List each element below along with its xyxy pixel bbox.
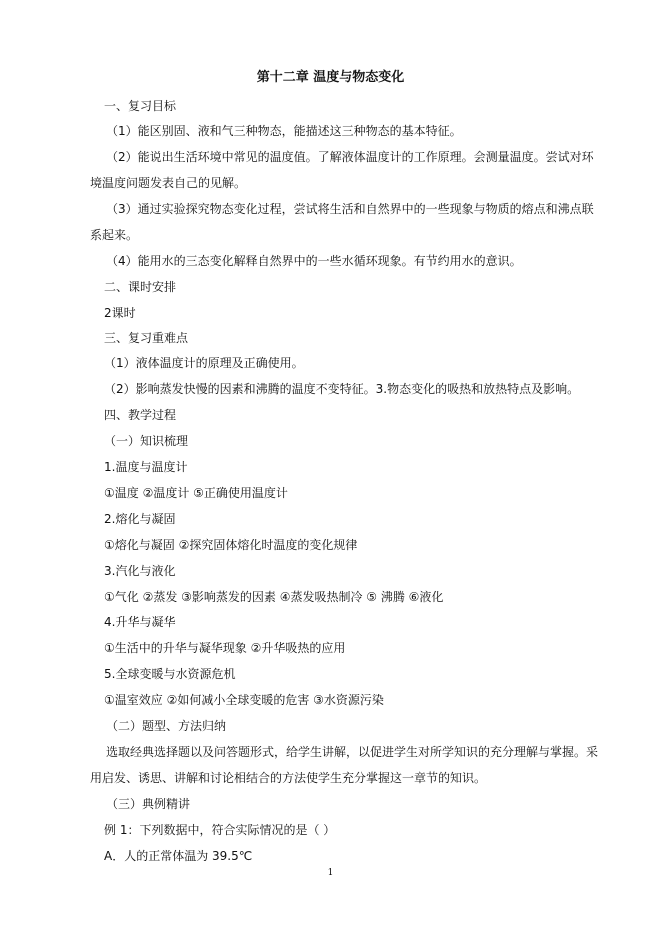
text-line: （1）液体温度计的原理及正确使用。 bbox=[104, 356, 304, 370]
text-line: ①熔化与凝固 ②探究固体熔化时温度的变化规律 bbox=[104, 538, 358, 552]
text-line: 例 1：下列数据中，符合实际情况的是（ ） bbox=[104, 823, 336, 837]
text-line: 4.升华与凝华 bbox=[104, 615, 176, 629]
text-line: 选取经典选择题以及问答题形式，给学生讲解，以促进学生对所学知识的充分理解与掌握。采 bbox=[106, 745, 599, 759]
text-line: （三）典例精讲 bbox=[106, 797, 191, 811]
text-line: （一）知识梳理 bbox=[104, 434, 189, 448]
text-line: A．人的正常体温为 39.5℃ bbox=[104, 849, 253, 863]
text-line: ①生活中的升华与凝华现象 ②升华吸热的应用 bbox=[104, 641, 346, 655]
text-line: （4）能用水的三态变化解释自然界中的一些水循环现象。有节约用水的意识。 bbox=[106, 254, 522, 268]
text-line: 3.汽化与液化 bbox=[104, 564, 176, 578]
text-line: ①温室效应 ②如何减小全球变暖的危害 ③水资源污染 bbox=[104, 693, 384, 707]
text-line: 用启发、诱思、讲解和讨论相结合的方法使学生充分掌握这一章节的知识。 bbox=[90, 771, 487, 785]
text-line: 1.温度与温度计 bbox=[104, 460, 188, 474]
text-line: 2课时 bbox=[104, 306, 136, 320]
text-line: ①温度 ②温度计 ⑤正确使用温度计 bbox=[104, 486, 288, 500]
text-line: 境温度问题发表自己的见解。 bbox=[90, 176, 247, 190]
page-number: 1 bbox=[327, 868, 334, 878]
text-line: 系起来。 bbox=[90, 228, 139, 242]
text-line: ①气化 ②蒸发 ③影响蒸发的因素 ④蒸发吸热制冷 ⑤ 沸腾 ⑥液化 bbox=[104, 590, 444, 604]
text-line: 5.全球变暖与水资源危机 bbox=[104, 667, 236, 681]
text-line: （2）能说出生活环境中常见的温度值。了解液体温度计的工作原理。会测量温度。尝试对环 bbox=[106, 150, 594, 164]
text-line: 二、课时安排 bbox=[104, 280, 177, 294]
text-line: 一、复习目标 bbox=[104, 99, 177, 113]
text-line: 四、教学过程 bbox=[104, 408, 177, 422]
text-line: （二）题型、方法归纳 bbox=[106, 719, 227, 733]
text-line: 2.熔化与凝固 bbox=[104, 512, 176, 526]
text-line: 三、复习重难点 bbox=[104, 331, 189, 345]
text-line: （3）通过实验探究物态变化过程，尝试将生活和自然界中的一些现象与物质的熔点和沸点联 bbox=[106, 202, 594, 216]
text-line: （1）能区别固、液和气三种物态，能描述这三种物态的基本特征。 bbox=[106, 124, 462, 138]
page-title: 第十二章 温度与物态变化 bbox=[256, 70, 405, 85]
text-line: （2）影响蒸发快慢的因素和沸腾的温度不变特征。3.物态变化的吸热和放热特点及影响。 bbox=[104, 382, 580, 396]
